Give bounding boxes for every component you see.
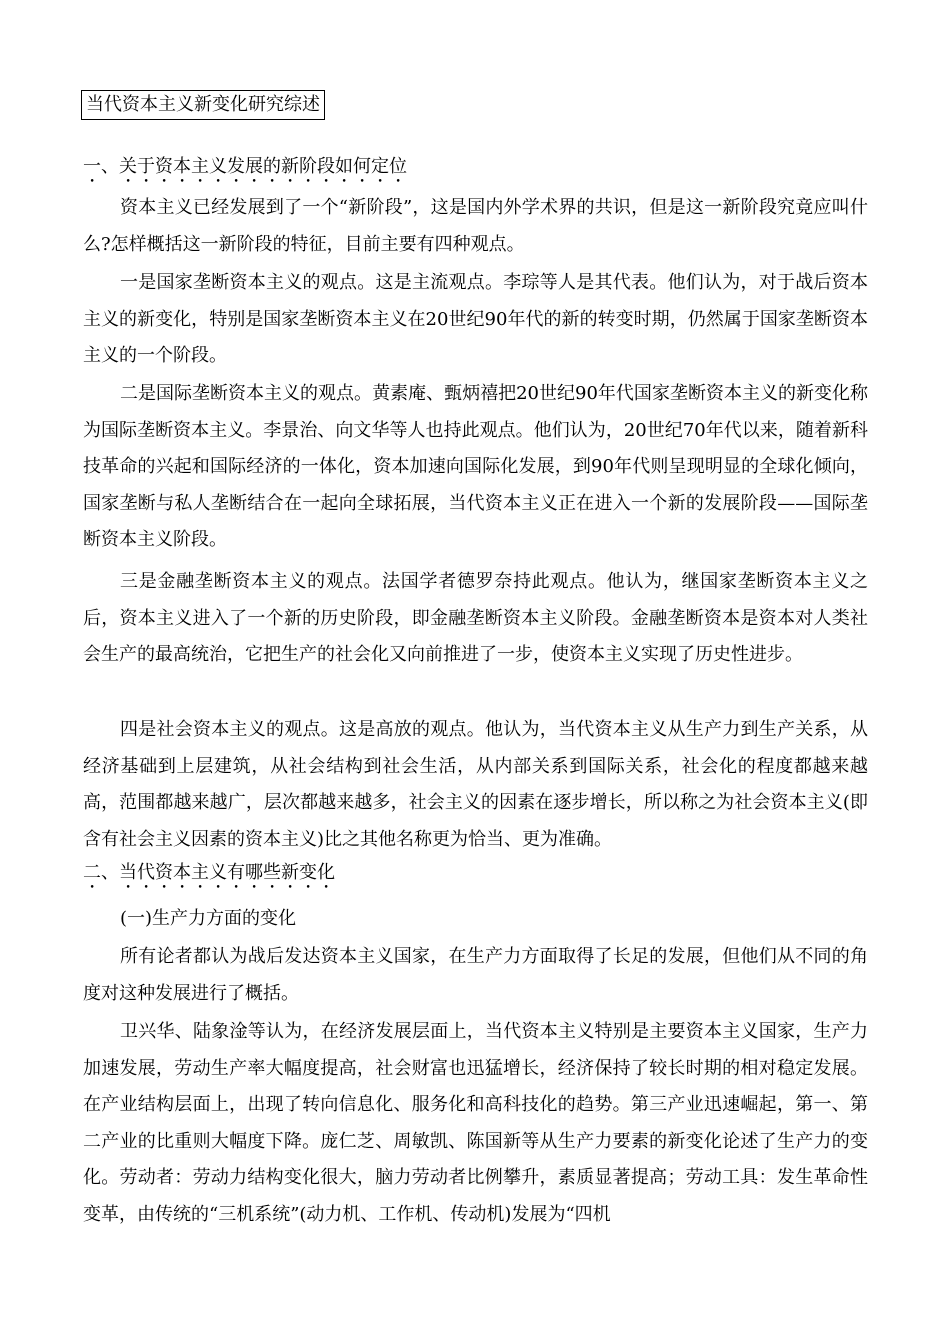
paragraph: 四是社会资本主义的观点。这是高放的观点。他认为，当代资本主义从生产力到生产关系，从经济基础到上层建筑，从社会结构到社会生活，从内部关系到国际关系，社会化的程度都越来越高，范围都越来越广，层次都越来越多，社会主义的因素在逐步增长，所以称之为社会资本主义(即含有社会主义因素的资本主义)比之其他名称更为恰当、更为准确。 bbox=[83, 719, 868, 850]
paragraph: 所有论者都认为战后发达资本主义国家，在生产力方面取得了长足的发展，但他们从不同的角度对这种发展进行了概括。 bbox=[83, 946, 868, 1004]
paragraph: 卫兴华、陆象淦等认为，在经济发展层面上，当代资本主义特别是主要资本主义国家，生产力加速发展，劳动生产率大幅度提高，社会财富也迅猛增长，经济保持了较长时期的相对稳定发展。在产业结构层面上，出现了转向信息化、服务化和高科技化的趋势。第三产业迅速崛起，第一、第二产业的比重则大幅度下降。庞仁芝、周敏凯、陈国新等从生产力要素的新变化论述了生产力的变化。劳动者：劳动力结构变化很大，脑力劳动者比例攀升，素质显著提高；劳动工具：发生革命性变革，由传统的“三机系统”(动力机、工作机、传动机)发展为“四机 bbox=[83, 1021, 868, 1225]
paragraph: 资本主义已经发展到了一个“新阶段”，这是国内外学术界的共识，但是这一新阶段究竟应叫什么?怎样概括这一新阶段的特征，目前主要有四种观点。 bbox=[83, 197, 868, 255]
paragraph: 三是金融垄断资本主义的观点。法国学者德罗奈持此观点。他认为，继国家垄断资本主义之后，资本主义进入了一个新的历史阶段，即金融垄断资本主义阶段。金融垄断资本是资本对人类社会生产的最高统治，它把生产的社会化又向前推进了一步，使资本主义实现了历史性进步。 bbox=[83, 571, 868, 665]
document-title: 当代资本主义新变化研究综述 bbox=[81, 90, 325, 120]
section-heading-2: 二、当代资本主义有哪些新变化 bbox=[83, 862, 335, 883]
subsection-heading: (一)生产力方面的变化 bbox=[120, 908, 297, 929]
section-heading-1: 一、关于资本主义发展的新阶段如何定位 bbox=[83, 156, 407, 177]
paragraph: 二是国际垄断资本主义的观点。黄素庵、甄炳禧把20世纪90年代国家垄断资本主义的新变化称为国际垄断资本主义。李景治、向文华等人也持此观点。他们认为，20世纪70年代以来，随着新科技革命的兴起和国际经济的一体化，资本加速向国际化发展，到90年代则呈现明显的全球化倾向，国家垄断与私人垄断结合在一起向全球拓展，当代资本主义正在进入一个新的发展阶段——国际垄断资本主义阶段。 bbox=[83, 383, 868, 550]
paragraph: 一是国家垄断资本主义的观点。这是主流观点。李琮等人是其代表。他们认为，对于战后资本主义的新变化，特别是国家垄断资本主义在20世纪90年代的新的转变时期，仍然属于国家垄断资本主义的一个阶段。 bbox=[83, 272, 868, 366]
